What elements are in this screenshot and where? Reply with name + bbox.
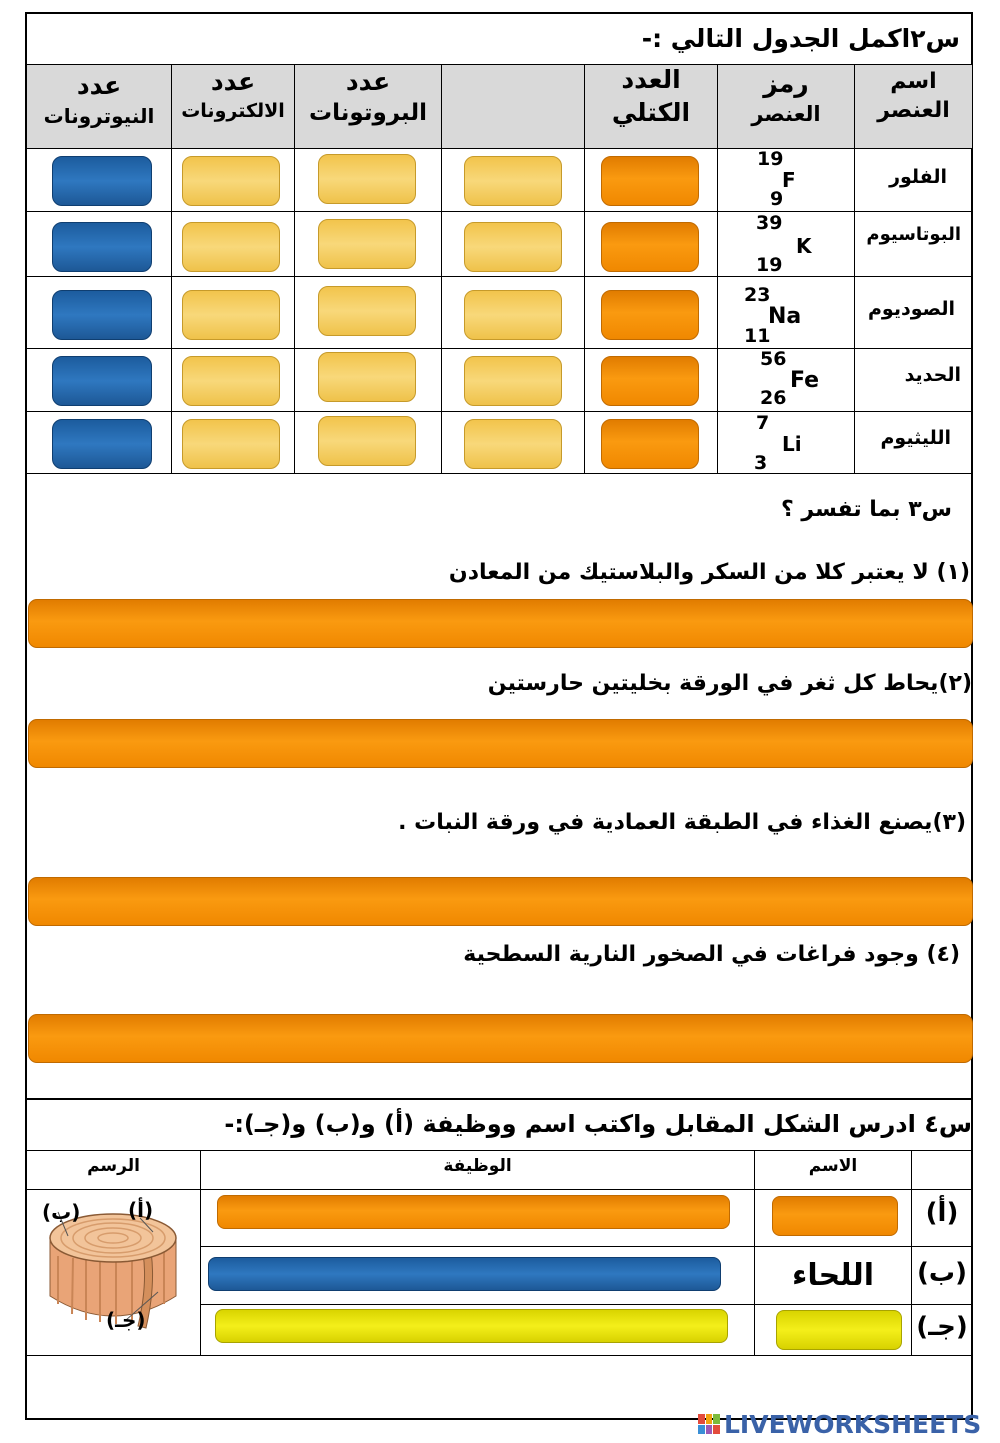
- row5-mass-number: 7: [756, 412, 770, 434]
- row5-symbol: Li: [782, 432, 802, 456]
- row3-symbol: Na: [768, 304, 802, 329]
- row1-mass-input[interactable]: [601, 156, 699, 206]
- row4-element-name: الحديد: [904, 364, 961, 386]
- row4-mass-number: 56: [760, 348, 787, 370]
- hdr-atomic-cell: [441, 64, 585, 149]
- row5-neutrons-input[interactable]: [52, 419, 152, 469]
- row2-atomic-number: 19: [756, 254, 783, 276]
- row2-mass-number: 39: [756, 212, 783, 234]
- tree-trunk-image: [28, 1196, 198, 1342]
- q4-hdr-name: الاسم: [808, 1156, 858, 1176]
- row4-electrons-input[interactable]: [182, 356, 280, 406]
- q4-row-c-name-input[interactable]: [776, 1310, 902, 1350]
- hdr-symbol: رمز العنصر: [751, 69, 821, 126]
- q4-row-b-function-input[interactable]: [208, 1257, 721, 1291]
- liveworksheets-logo: [698, 1410, 998, 1438]
- q4-title: س٤ ادرس الشكل المقابل واكتب اسم ووظيفة (أ) و(ب) و(جـ):-: [224, 1110, 972, 1138]
- hdr-mass: العدد الكتلي: [611, 65, 691, 127]
- row5-electrons-input[interactable]: [182, 419, 280, 469]
- q3-answer-1[interactable]: [28, 599, 973, 648]
- row1-symbol: F: [782, 168, 796, 192]
- row3-element-name: الصوديوم: [867, 298, 955, 320]
- row1-atomic-number: 9: [770, 188, 784, 210]
- row5-atomic-input[interactable]: [464, 419, 562, 469]
- row2-symbol-cell: [717, 211, 855, 277]
- row2-neutrons-input[interactable]: [52, 222, 152, 272]
- row4-symbol: Fe: [790, 368, 820, 393]
- q3-item-1: (١) لا يعتبر كلا من السكر والبلاستيك من المعادن: [448, 560, 970, 585]
- row4-atomic-input[interactable]: [464, 356, 562, 406]
- row2-mass-input[interactable]: [601, 222, 699, 272]
- hdr-electrons: عدد الالكترونات: [181, 67, 285, 122]
- row2-symbol: K: [796, 234, 812, 258]
- q3-title: س٣ بما تفسر ؟: [781, 497, 952, 522]
- liveworksheets-logo-icon: [698, 1414, 720, 1434]
- row1-neutrons-input[interactable]: [52, 156, 152, 206]
- row3-electrons-input[interactable]: [182, 290, 280, 340]
- row1-atomic-input[interactable]: [464, 156, 562, 206]
- row3-mass-input[interactable]: [601, 290, 699, 340]
- row4-mass-input[interactable]: [601, 356, 699, 406]
- hdr-name: اسم العنصر: [877, 69, 950, 123]
- row3-protons-input[interactable]: [318, 286, 416, 336]
- q4-row-a-name-input[interactable]: [772, 1196, 898, 1236]
- row3-mass-number: 23: [744, 284, 771, 306]
- row5-atomic-number: 3: [754, 452, 768, 474]
- elements-table: [26, 64, 973, 474]
- row1-protons-input[interactable]: [318, 154, 416, 204]
- hdr-protons: عدد البروتونات: [309, 67, 427, 126]
- row5-mass-input[interactable]: [601, 419, 699, 469]
- q3-item-4: (٤) وجود فراغات في الصخور النارية السطحية: [463, 942, 960, 967]
- liveworksheets-brand: LIVEWORKSHEETS: [724, 1410, 982, 1439]
- row4-atomic-number: 26: [760, 387, 787, 409]
- q3-answer-2[interactable]: [28, 719, 973, 768]
- row4-neutrons-input[interactable]: [52, 356, 152, 406]
- row4-protons-input[interactable]: [318, 352, 416, 402]
- q2-title: س٢اكمل الجدول التالي :-: [641, 24, 960, 53]
- q4-row-a-label: (أ): [925, 1198, 959, 1228]
- hdr-neutrons: عدد النيوترونات: [43, 71, 155, 128]
- row2-electrons-input[interactable]: [182, 222, 280, 272]
- q4-row-b-name: اللحاء: [791, 1258, 875, 1293]
- q4-row-a-function-input[interactable]: [217, 1195, 730, 1229]
- figure-label-a: (أ): [128, 1198, 154, 1222]
- q4-hdr-function: الوظيفة: [443, 1156, 512, 1176]
- q3-item-3: (٣)يصنع الغذاء في الطبقة العمادية في ورقة النبات .: [398, 810, 966, 835]
- row1-element-name: الفلور: [889, 166, 947, 188]
- row1-electrons-input[interactable]: [182, 156, 280, 206]
- q3-item-2: (٢)يحاط كل ثغر في الورقة بخليتين حارستين: [487, 671, 972, 696]
- q4-row-b-label: (ب): [917, 1258, 967, 1288]
- row2-atomic-input[interactable]: [464, 222, 562, 272]
- row3-atomic-number: 11: [744, 325, 771, 347]
- row5-element-name: الليثيوم: [880, 427, 951, 449]
- figure-label-c: (جـ): [106, 1308, 146, 1332]
- row3-atomic-input[interactable]: [464, 290, 562, 340]
- row1-mass-number: 19: [757, 148, 784, 170]
- row3-neutrons-input[interactable]: [52, 290, 152, 340]
- row2-protons-input[interactable]: [318, 219, 416, 269]
- q4-row-c-label: (جـ): [916, 1312, 968, 1342]
- row5-protons-input[interactable]: [318, 416, 416, 466]
- q4-hdr-drawing: الرسم: [87, 1156, 140, 1176]
- q4-row-c-function-input[interactable]: [215, 1309, 728, 1343]
- q3-answer-3[interactable]: [28, 877, 973, 926]
- q4-divider: [26, 1098, 973, 1100]
- row2-element-name: البوتاسيوم: [866, 224, 961, 245]
- figure-label-b: (ب): [42, 1200, 81, 1224]
- q3-answer-4[interactable]: [28, 1014, 973, 1063]
- q4-hdr-label-cell: [911, 1150, 973, 1190]
